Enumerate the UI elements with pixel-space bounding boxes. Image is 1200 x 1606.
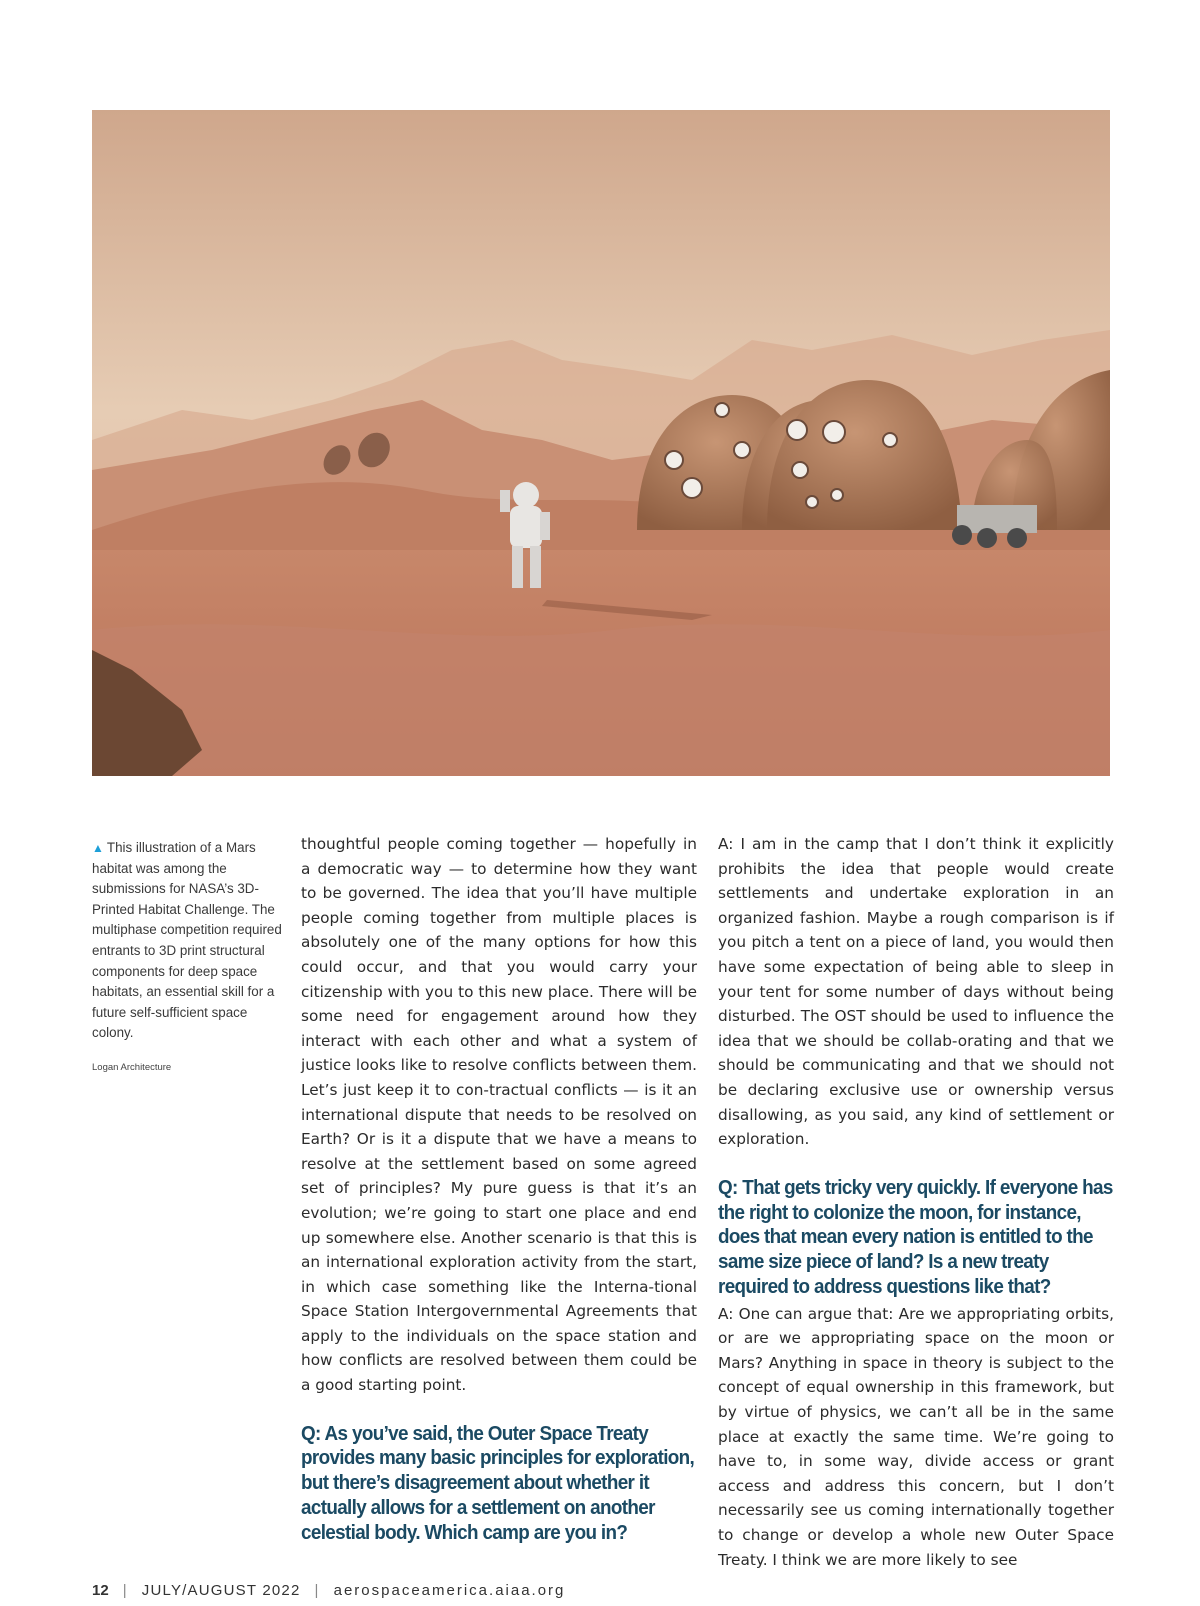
- footer-separator: |: [122, 1582, 128, 1599]
- triangle-up-icon: ▲: [92, 841, 104, 855]
- mars-scene: [92, 110, 1110, 776]
- answer-paragraph: A: One can argue that: Are we appropriating orbits, or are we appropriating space on the moon or Mars? Anything in space in theory is subject to the concept of equal ownership in this framework, but by virtue of physics, we can’t all be in the same place at exactly the same time. We’re going to have to, in some way, divide access or grant access and address this concern, but I don’t necessarily see us coming internationally together to change or develop a whole new Outer Space Treaty. I think we are more likely to see: [718, 1304, 1114, 1569]
- interview-question: Q: That gets tricky very quickly. If everyone has the right to colonize the moon, for instance, does that mean every nation is entitled to the same size piece of land? Is a new treaty required to address questions like that?: [718, 1175, 1113, 1298]
- answer-paragraph: A: I am in the camp that I don’t think it explicitly prohibits the idea that people would create settlements and undertake exploration in an organized fashion. Maybe a rough comparison is if you pitch a tent on a piece of land, you would then have some expectation of being able to sleep in your tent for some number of days without being disturbed. The OST should be used to influence the idea that we should be collab-orating and that we should be communicating and that we should not be declaring exclusive use or ownership versus disallowing, as you said, any kind of settlement or exploration.: [718, 835, 1114, 1149]
- page-number: 12: [92, 1582, 109, 1599]
- article-column-2: [718, 832, 1114, 1572]
- website-link[interactable]: aerospaceamerica.aiaa.org: [333, 1582, 566, 1599]
- page-footer: [92, 1582, 565, 1599]
- rover: [952, 505, 1037, 548]
- interview-question: Q: As you’ve said, the Outer Space Treaty provides many basic principles for exploration, but there’s disagreement about whether it actually allows for a settlement on another celestial body. Which camp are you in?: [301, 1421, 695, 1544]
- footer-separator: |: [314, 1582, 320, 1599]
- issue-date: JULY/AUGUST 2022: [141, 1582, 301, 1599]
- caption-text: This illustration of a Mars habitat was among the submissions for NASA’s 3D-Printed Habitat Challenge. The multiphase competition required entrants to 3D print structural components for deep space habitats, an essential skill for a future self-sufficient space colony.: [92, 840, 282, 1041]
- mars-habitat-illustration: [92, 110, 1110, 776]
- article-column-1: [301, 832, 697, 1546]
- figure-caption: [92, 838, 282, 1079]
- body-paragraph: thoughtful people coming together — hopefully in a democratic way — to determine how they want to be governed. The idea that you’ll have multiple people coming together from multiple places is absolutely one of the many options for how this could occur, and that you would carry your citizenship with you to this new place. There will be some need for engagement around how they interact with each other and what a system of justice looks like to resolve conflicts between them. Let’s just keep it to con-tractual conflicts — is it an international dispute that needs to be resolved on Earth? Or is it a dispute that we have a means to resolve at the settlement based on some agreed set of principles? My pure guess is that it’s an evolution; we’re going to start one place and end up somewhere else. Another scenario is that this is an international exploration activity from the start, in which case something like the Interna-tional Space Station Intergovernmental Agreements that apply to the individuals on the space station and how conflicts are resolved between them could be a good starting point.: [301, 835, 697, 1395]
- photo-credit: Logan Architecture: [92, 1061, 172, 1073]
- dunes: [92, 624, 1110, 776]
